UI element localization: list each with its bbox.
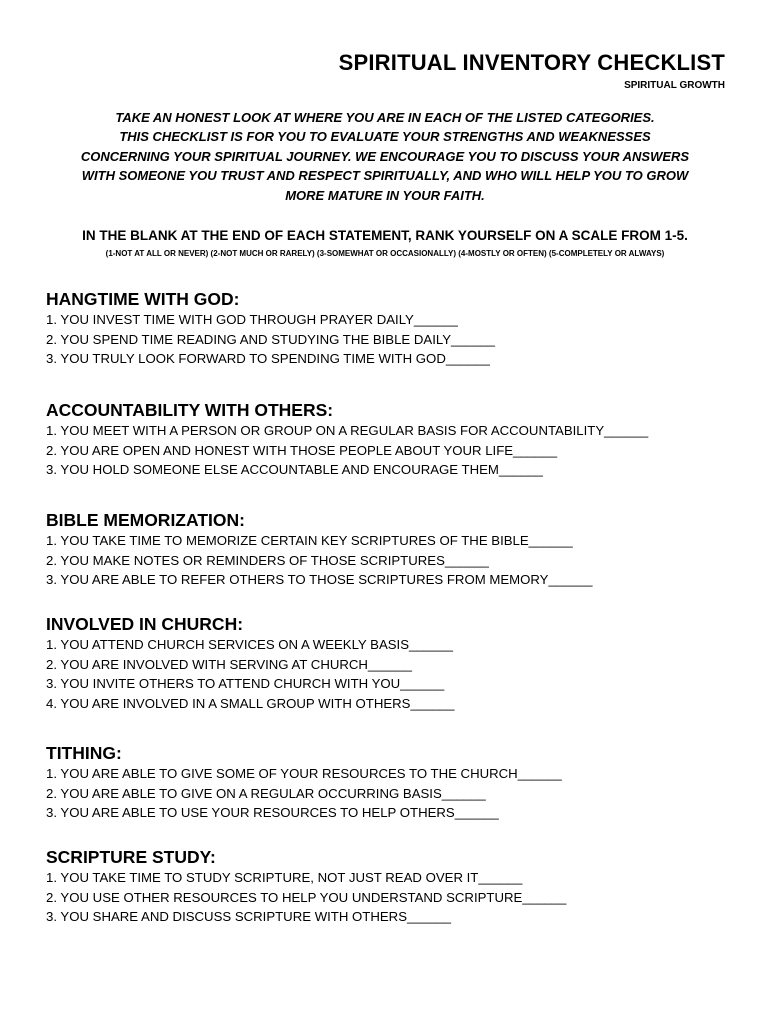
section-heading: INVOLVED IN CHURCH:: [46, 614, 244, 634]
checklist-item: 1. YOU MEET WITH A PERSON OR GROUP ON A REGULAR BASIS FOR ACCOUNTABILITY______: [46, 423, 649, 438]
intro-line: CONCERNING YOUR SPIRITUAL JOURNEY. WE ENCOURAGE YOU TO DISCUSS YOUR ANSWERS: [80, 148, 690, 164]
ranking-scale: (1-NOT AT ALL OR NEVER) (2-NOT MUCH OR RARELY) (3-SOMEWHAT OR OCCASIONALLY) (4-MOSTLY OR OFTEN) (5-COMPLETELY OR ALWAYS): [105, 249, 665, 258]
section-heading: ACCOUNTABILITY WITH OTHERS:: [46, 400, 334, 420]
checklist-item: 2. YOU USE OTHER RESOURCES TO HELP YOU UNDERSTAND SCRIPTURE______: [46, 889, 567, 905]
checklist-item: 4. YOU ARE INVOLVED IN A SMALL GROUP WITH OTHERS______: [46, 695, 455, 711]
checklist-item: 3. YOU SHARE AND DISCUSS SCRIPTURE WITH OTHERS______: [46, 909, 452, 925]
checklist-item: 2. YOU ARE OPEN AND HONEST WITH THOSE PEOPLE ABOUT YOUR LIFE______: [46, 442, 558, 458]
checklist-item: 2. YOU SPEND TIME READING AND STUDYING THE BIBLE DAILY______: [46, 331, 496, 347]
section-heading: BIBLE MEMORIZATION:: [46, 510, 245, 530]
checklist-item: 2. YOU MAKE NOTES OR REMINDERS OF THOSE SCRIPTURES______: [46, 552, 489, 568]
intro-line: TAKE AN HONEST LOOK AT WHERE YOU ARE IN EACH OF THE LISTED CATEGORIES.: [115, 110, 655, 125]
document-subtitle: SPIRITUAL GROWTH: [624, 80, 725, 91]
section-involved-in-church: [46, 613, 746, 713]
section-tithing: [46, 742, 746, 823]
checklist-item: 1. YOU ATTEND CHURCH SERVICES ON A WEEKLY BASIS______: [46, 637, 454, 652]
ranking-instruction: IN THE BLANK AT THE END OF EACH STATEMENT, RANK YOURSELF ON A SCALE FROM 1-5.: [82, 228, 688, 243]
checklist-item: 3. YOU TRULY LOOK FORWARD TO SPENDING TIME WITH GOD______: [46, 351, 490, 367]
section-heading: HANGTIME WITH GOD:: [46, 289, 240, 309]
section-heading: TITHING:: [46, 743, 122, 763]
section-accountability-with-others: [46, 399, 746, 480]
intro-paragraph: [30, 108, 740, 205]
intro-line: THIS CHECKLIST IS FOR YOU TO EVALUATE YOUR STRENGTHS AND WEAKNESSES: [119, 129, 651, 145]
checklist-item: 3. YOU ARE ABLE TO REFER OTHERS TO THOSE SCRIPTURES FROM MEMORY______: [46, 572, 593, 588]
checklist-item: 3. YOU INVITE OTHERS TO ATTEND CHURCH WITH YOU______: [46, 676, 445, 692]
checklist-item: 1. YOU TAKE TIME TO MEMORIZE CERTAIN KEY SCRIPTURES OF THE BIBLE______: [46, 533, 573, 548]
section-scripture-study: [46, 846, 746, 927]
section-hangtime-with-god: [46, 288, 746, 369]
intro-line: MORE MATURE IN YOUR FAITH.: [285, 187, 485, 203]
checklist-item: 1. YOU ARE ABLE TO GIVE SOME OF YOUR RESOURCES TO THE CHURCH______: [46, 766, 562, 781]
document-title: SPIRITUAL INVENTORY CHECKLIST: [338, 50, 725, 75]
section-heading: SCRIPTURE STUDY:: [46, 847, 216, 867]
checklist-item: 3. YOU ARE ABLE TO USE YOUR RESOURCES TO HELP OTHERS______: [46, 805, 499, 821]
section-bible-memorization: [46, 509, 746, 590]
checklist-item: 3. YOU HOLD SOMEONE ELSE ACCOUNTABLE AND ENCOURAGE THEM______: [46, 462, 543, 478]
checklist-item: 2. YOU ARE INVOLVED WITH SERVING AT CHURCH______: [46, 656, 412, 672]
checklist-item: 1. YOU TAKE TIME TO STUDY SCRIPTURE, NOT JUST READ OVER IT______: [46, 870, 523, 885]
checklist-item: 1. YOU INVEST TIME WITH GOD THROUGH PRAYER DAILY______: [46, 312, 458, 327]
checklist-item: 2. YOU ARE ABLE TO GIVE ON A REGULAR OCCURRING BASIS______: [46, 785, 486, 801]
intro-line: WITH SOMEONE YOU TRUST AND RESPECT SPIRITUALLY, AND WHO WILL HELP YOU TO GROW: [81, 168, 689, 184]
